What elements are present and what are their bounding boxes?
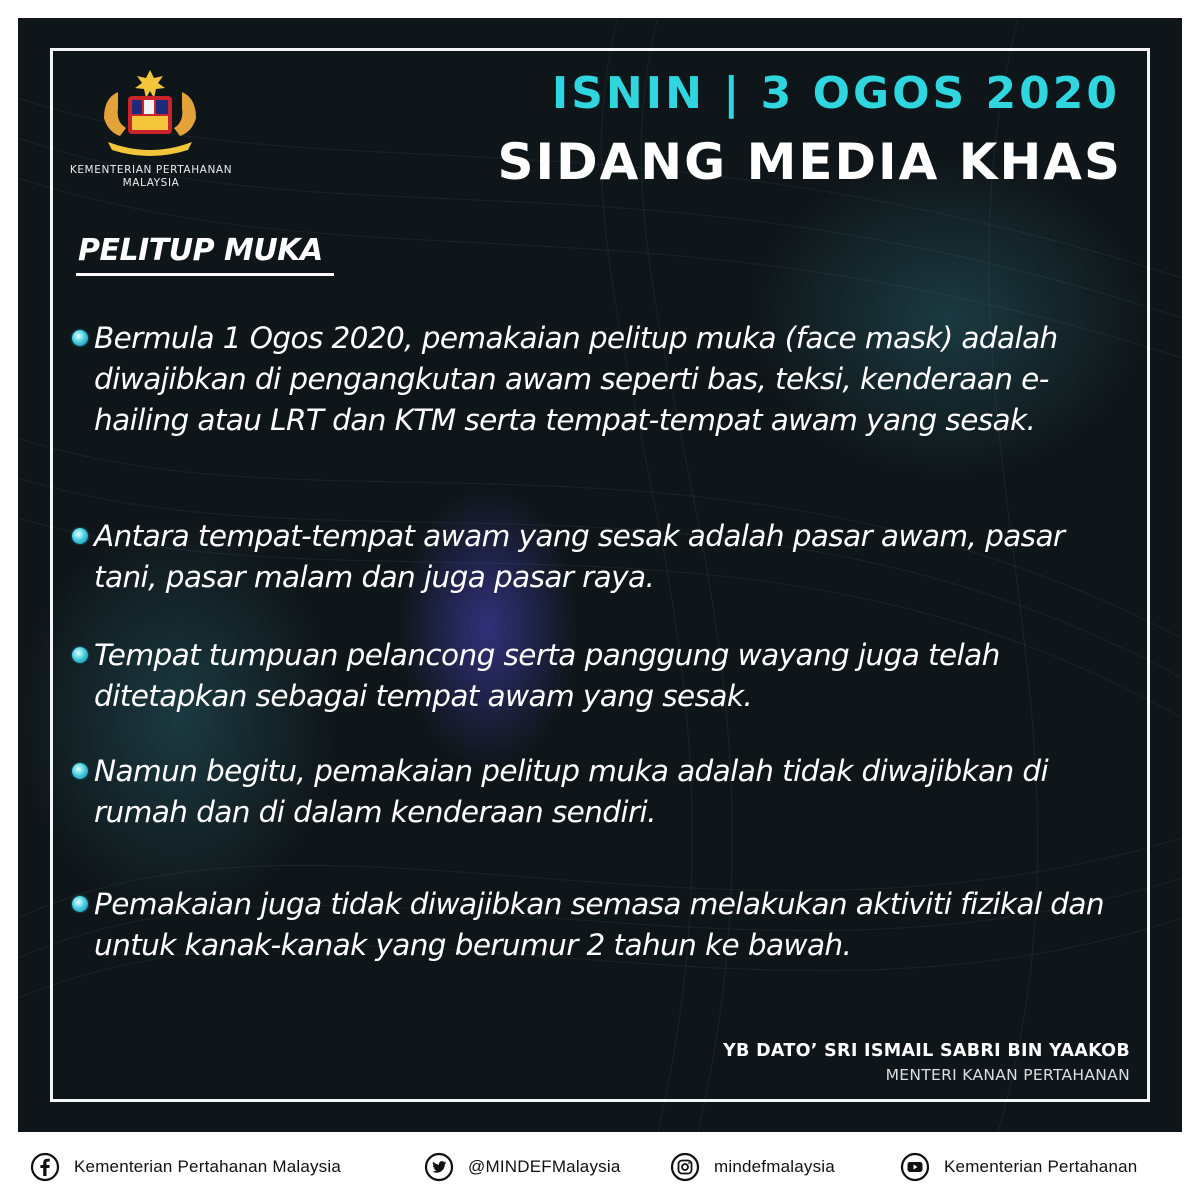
poster — [18, 18, 1182, 1132]
twitter-link[interactable] — [424, 1152, 621, 1182]
ministry-name — [58, 164, 244, 190]
instagram-label: mindefmalaysia — [714, 1157, 835, 1176]
event-date: ISNIN | 3 OGOS 2020 — [551, 68, 1120, 119]
twitter-label: @MINDEFMalaysia — [468, 1157, 621, 1176]
ministry-name-line2: MALAYSIA — [122, 177, 180, 189]
list-item-text: Namun begitu, pemakaian pelitup muka adalah tidak diwajibkan di rumah dan di dalam kenderaan sendiri. — [94, 754, 1049, 829]
list-item-text: Pemakaian juga tidak diwajibkan semasa melakukan aktiviti fizikal dan untuk kanak-kanak yang berumur 2 tahun ke bawah. — [94, 887, 1104, 962]
section-underline — [76, 273, 334, 276]
social-footer — [0, 1132, 1200, 1200]
bullet-dot-icon — [72, 528, 88, 544]
facebook-icon — [30, 1152, 60, 1182]
instagram-icon — [670, 1152, 700, 1182]
facebook-link[interactable] — [30, 1152, 341, 1182]
bullet-dot-icon — [72, 896, 88, 912]
bullet-dot-icon — [72, 647, 88, 663]
headline: SIDANG MEDIA KHAS — [497, 133, 1122, 191]
list-item-text: Tempat tumpuan pelancong serta panggung wayang juga telah ditetapkan sebagai tempat awam yang sesak. — [94, 638, 1000, 713]
facebook-label: Kementerian Pertahanan Malaysia — [74, 1157, 342, 1176]
coat-of-arms-logo — [88, 66, 212, 158]
bullet-dot-icon — [72, 330, 88, 346]
section-title: PELITUP MUKA — [78, 233, 323, 268]
bullet-dot-icon — [72, 763, 88, 779]
youtube-link[interactable] — [900, 1152, 1137, 1182]
twitter-icon — [424, 1152, 454, 1182]
youtube-icon — [900, 1152, 930, 1182]
instagram-link[interactable] — [670, 1152, 835, 1182]
youtube-label: Kementerian Pertahanan — [944, 1157, 1138, 1176]
list-item-text: Bermula 1 Ogos 2020, pemakaian pelitup muka (face mask) adalah diwajibkan di pengangkutan awam seperti bas, teksi, kenderaan e-hailing atau LRT dan KTM serta tempat-tempat awam yang sesak. — [94, 321, 1058, 437]
ministry-name-line1: KEMENTERIAN PERTAHANAN — [69, 164, 233, 176]
signatory-name: YB DATO’ SRI ISMAIL SABRI BIN YAAKOB — [723, 1041, 1130, 1061]
signatory-title: MENTERI KANAN PERTAHANAN — [885, 1066, 1130, 1084]
list-item-text: Antara tempat-tempat awam yang sesak adalah pasar awam, pasar tani, pasar malam dan juga pasar raya. — [94, 519, 1065, 594]
